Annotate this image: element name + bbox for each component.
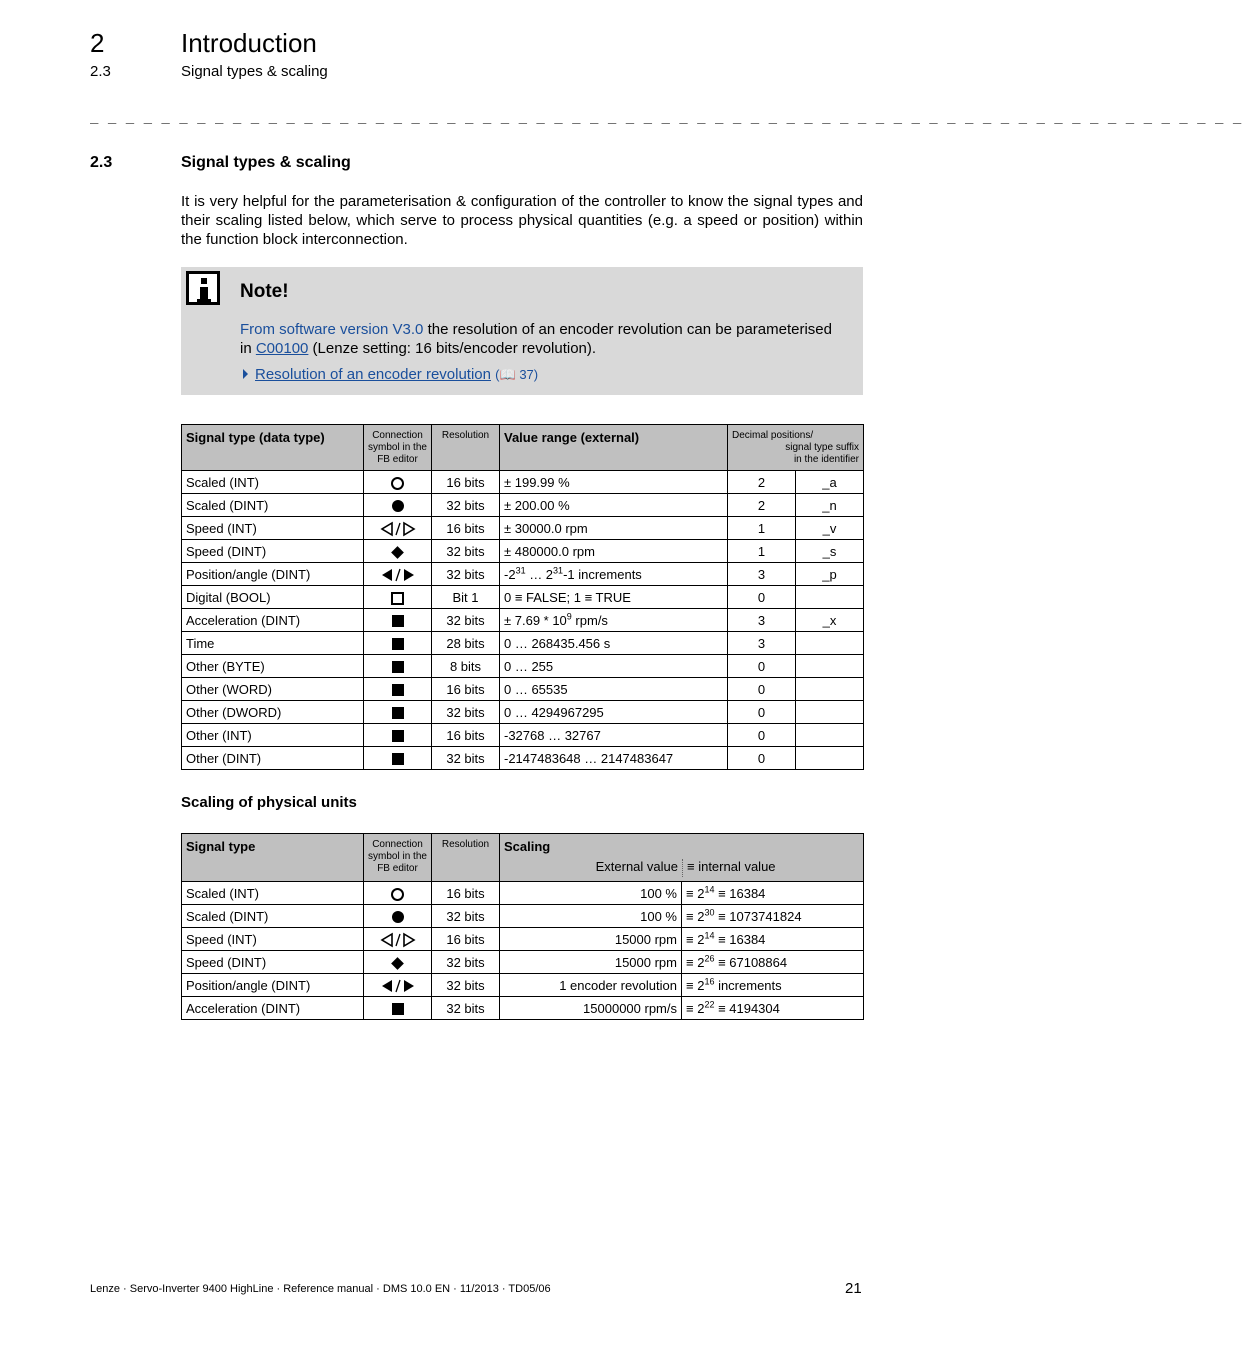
range-part: ± 7.69 * 10 [504, 612, 567, 628]
cell-symbol [364, 997, 432, 1020]
cell-type: Digital (BOOL) [182, 586, 364, 609]
range-part: … 2 [525, 566, 554, 582]
table-row [182, 974, 864, 997]
diamond-filled-icon [391, 546, 404, 559]
cell-range [500, 609, 728, 632]
cell-range: -32768 … 32767 [500, 724, 728, 747]
internal-exponent: 30 [704, 907, 715, 918]
cell-decimals: 2 [728, 471, 796, 494]
cell-internal [682, 905, 864, 928]
cell-type: Other (BYTE) [182, 655, 364, 678]
cell-suffix [796, 701, 864, 724]
cell-symbol [364, 655, 432, 678]
triangle-outline-pair-icon [380, 522, 416, 536]
cell-range [500, 563, 728, 586]
cell-resolution: 28 bits [432, 632, 500, 655]
cell-decimals: 0 [728, 747, 796, 770]
cell-type: Other (INT) [182, 724, 364, 747]
cell-decimals: 0 [728, 724, 796, 747]
cell-type: Other (DINT) [182, 747, 364, 770]
header-resolution: Resolution [432, 425, 500, 471]
cell-internal [682, 997, 864, 1020]
cell-resolution: 32 bits [432, 951, 500, 974]
cell-external: 15000000 rpm/s [500, 997, 682, 1020]
range-exponent: 31 [515, 565, 526, 576]
range-exponent: 31 [553, 565, 564, 576]
cell-decimals: 1 [728, 540, 796, 563]
cell-symbol [364, 724, 432, 747]
cell-range: 0 … 268435.456 s [500, 632, 728, 655]
cell-resolution: 32 bits [432, 701, 500, 724]
cell-decimals: 3 [728, 609, 796, 632]
cell-symbol [364, 563, 432, 586]
cell-type: Speed (DINT) [182, 951, 364, 974]
cell-decimals: 0 [728, 586, 796, 609]
cell-range: -2147483648 … 2147483647 [500, 747, 728, 770]
cell-suffix [796, 586, 864, 609]
cell-symbol [364, 540, 432, 563]
header-decimal-c: in the identifier [793, 454, 859, 465]
chapter-title: Introduction [181, 28, 317, 58]
range-exponent: 9 [566, 611, 572, 622]
section-number: 2.3 [90, 154, 113, 171]
internal-part: ≡ 2 [686, 885, 705, 901]
cell-symbol [364, 701, 432, 724]
book-icon: 📖 [499, 367, 516, 382]
header-value-range: Value range (external) [500, 425, 728, 471]
cell-symbol [364, 678, 432, 701]
cell-external: 1 encoder revolution [500, 974, 682, 997]
cell-type: Position/angle (DINT) [182, 974, 364, 997]
table-row [182, 632, 864, 655]
internal-exponent: 26 [704, 953, 715, 964]
cell-symbol [364, 747, 432, 770]
table-row [182, 540, 864, 563]
scaling-heading: Scaling of physical units [181, 794, 357, 811]
cell-resolution: 16 bits [432, 517, 500, 540]
header-signal-type: Signal type (data type) [182, 425, 364, 471]
page-number: 21 [845, 1280, 862, 1297]
cell-decimals: 3 [728, 563, 796, 586]
header-decimal [728, 425, 864, 471]
page-ref-number: 37 [519, 367, 534, 382]
version-link[interactable]: From software version V3.0 [240, 321, 424, 338]
header-scaling-label: Scaling [504, 839, 551, 854]
square-filled-icon [392, 730, 404, 742]
header-internal: ≡ internal value [682, 859, 863, 877]
square-filled-icon [392, 638, 404, 650]
subsection-title: Signal types & scaling [181, 63, 328, 80]
internal-exponent: 14 [704, 930, 715, 941]
cell-range: 0 … 4294967295 [500, 701, 728, 724]
cell-type: Acceleration (DINT) [182, 997, 364, 1020]
cell-type: Speed (DINT) [182, 540, 364, 563]
info-icon [186, 271, 220, 305]
cell-range: 0 … 65535 [500, 678, 728, 701]
cell-suffix: _x [796, 609, 864, 632]
cell-range: 0 … 255 [500, 655, 728, 678]
triangle-filled-pair-icon [380, 979, 416, 993]
header-external: External value [595, 859, 678, 874]
internal-part: ≡ 2 [686, 908, 705, 924]
internal-exponent: 22 [704, 999, 715, 1010]
cell-internal [682, 951, 864, 974]
cell-type: Scaled (INT) [182, 882, 364, 905]
square-filled-icon [392, 661, 404, 673]
cell-symbol [364, 609, 432, 632]
cell-symbol [364, 632, 432, 655]
page-reference[interactable]: (📖 37) [495, 367, 539, 382]
cell-symbol [364, 471, 432, 494]
cell-range: ± 200.00 % [500, 494, 728, 517]
cell-symbol [364, 951, 432, 974]
table-row [182, 471, 864, 494]
header-resolution: Resolution [432, 834, 500, 882]
cell-resolution: 8 bits [432, 655, 500, 678]
cell-symbol [364, 494, 432, 517]
cell-resolution: 32 bits [432, 905, 500, 928]
square-filled-icon [392, 707, 404, 719]
internal-part: ≡ 16384 [714, 931, 766, 947]
cell-decimals: 0 [728, 678, 796, 701]
table-row [182, 563, 864, 586]
cell-symbol [364, 974, 432, 997]
table-row [182, 586, 864, 609]
circle-filled-icon [392, 911, 404, 923]
note-title: Note! [240, 281, 289, 302]
cell-symbol [364, 517, 432, 540]
cell-suffix: _s [796, 540, 864, 563]
table-row [182, 747, 864, 770]
cell-symbol [364, 586, 432, 609]
note-text-part: the resolution of an encoder revolution can be parameterised in [240, 321, 832, 357]
note-text [240, 320, 840, 358]
circle-outline-icon [391, 888, 404, 901]
signal-types-table [181, 424, 864, 770]
cell-suffix [796, 747, 864, 770]
internal-exponent: 14 [704, 884, 715, 895]
cell-resolution: Bit 1 [432, 586, 500, 609]
table-row [182, 678, 864, 701]
arrow-right-icon [243, 369, 248, 379]
cell-symbol [364, 882, 432, 905]
circle-filled-icon [392, 500, 404, 512]
internal-part: increments [714, 977, 782, 993]
header-separator: _ _ _ _ _ _ _ _ _ _ _ _ _ _ _ _ _ _ _ _ _ _ _ _ _ _ _ _ _ _ _ _ _ _ _ _ _ _ _ _ _ _ _ _ _ _ _ _ _ _ _ _ _ _ _ _ _ _ _ _ _ _ _ _ _ [90, 108, 1242, 124]
cell-suffix: _n [796, 494, 864, 517]
cell-external: 15000 rpm [500, 951, 682, 974]
internal-part: ≡ 2 [686, 931, 705, 947]
cell-type: Other (WORD) [182, 678, 364, 701]
cell-resolution: 16 bits [432, 882, 500, 905]
header-signal-type: Signal type [182, 834, 364, 882]
internal-part: ≡ 67108864 [714, 954, 788, 970]
cell-type: Scaled (DINT) [182, 494, 364, 517]
cell-external: 100 % [500, 905, 682, 928]
cell-resolution: 32 bits [432, 540, 500, 563]
table-row [182, 701, 864, 724]
cell-suffix: _p [796, 563, 864, 586]
cell-symbol [364, 905, 432, 928]
cell-resolution: 32 bits [432, 747, 500, 770]
cell-type: Scaled (INT) [182, 471, 364, 494]
header-decimal-b: signal type suffix [785, 442, 859, 453]
header-decimal-a: Decimal positions/ [732, 430, 814, 441]
cell-internal [682, 882, 864, 905]
cell-resolution: 32 bits [432, 494, 500, 517]
table-row [182, 997, 864, 1020]
table-row [182, 655, 864, 678]
internal-part: ≡ 2 [686, 1000, 705, 1016]
cell-suffix: _a [796, 471, 864, 494]
cell-external: 15000 rpm [500, 928, 682, 951]
intro-paragraph: It is very helpful for the parameterisation & configuration of the controller to know the signal types and their scaling listed below, which serve to process physical quantities (e.g. a speed or position) within the function block interconnection. [181, 193, 863, 248]
triangle-filled-pair-icon [380, 568, 416, 582]
header-connection-symbol: Connection symbol in the FB editor [364, 425, 432, 471]
cell-suffix [796, 632, 864, 655]
cell-symbol [364, 928, 432, 951]
note-box [181, 267, 863, 395]
cell-suffix [796, 724, 864, 747]
cell-type: Other (DWORD) [182, 701, 364, 724]
table-row [182, 494, 864, 517]
cell-resolution: 16 bits [432, 928, 500, 951]
internal-part: ≡ 4194304 [714, 1000, 780, 1016]
cell-type: Position/angle (DINT) [182, 563, 364, 586]
cell-type: Speed (INT) [182, 928, 364, 951]
cell-range: 0 ≡ FALSE; 1 ≡ TRUE [500, 586, 728, 609]
note-text-part: (Lenze setting: 16 bits/encoder revolution). [308, 340, 597, 357]
cell-decimals: 2 [728, 494, 796, 517]
square-filled-icon [392, 684, 404, 696]
cell-resolution: 16 bits [432, 678, 500, 701]
header-connection-symbol: Connection symbol in the FB editor [364, 834, 432, 882]
section-title: Signal types & scaling [181, 154, 351, 171]
internal-part: ≡ 2 [686, 954, 705, 970]
cell-resolution: 16 bits [432, 724, 500, 747]
cell-resolution: 32 bits [432, 997, 500, 1020]
cell-decimals: 1 [728, 517, 796, 540]
table-row [182, 928, 864, 951]
square-filled-icon [392, 1003, 404, 1015]
table-row [182, 882, 864, 905]
table-row [182, 724, 864, 747]
cell-resolution: 32 bits [432, 974, 500, 997]
range-part: -2 [504, 566, 516, 582]
cell-resolution: 32 bits [432, 609, 500, 632]
resolution-link[interactable]: Resolution of an encoder revolution [255, 366, 491, 383]
internal-part: ≡ 2 [686, 977, 705, 993]
cell-range: ± 199.99 % [500, 471, 728, 494]
cell-external: 100 % [500, 882, 682, 905]
internal-exponent: 16 [704, 976, 715, 987]
range-part: rpm/s [571, 612, 608, 628]
cell-suffix [796, 655, 864, 678]
cell-suffix [796, 678, 864, 701]
square-filled-icon [392, 615, 404, 627]
cell-range: ± 30000.0 rpm [500, 517, 728, 540]
internal-part: ≡ 1073741824 [714, 908, 802, 924]
cell-decimals: 3 [728, 632, 796, 655]
cell-type: Time [182, 632, 364, 655]
cell-internal [682, 974, 864, 997]
cell-decimals: 0 [728, 701, 796, 724]
cell-resolution: 32 bits [432, 563, 500, 586]
cell-type: Speed (INT) [182, 517, 364, 540]
square-filled-icon [392, 753, 404, 765]
cell-resolution: 16 bits [432, 471, 500, 494]
circle-outline-icon [391, 477, 404, 490]
cell-range: ± 480000.0 rpm [500, 540, 728, 563]
table-row [182, 951, 864, 974]
header-scaling [500, 834, 864, 882]
table-row [182, 905, 864, 928]
scaling-table [181, 833, 864, 1020]
range-part: -1 increments [563, 566, 642, 582]
table-row [182, 517, 864, 540]
diamond-filled-icon [391, 957, 404, 970]
footer-text: Lenze · Servo-Inverter 9400 HighLine · Reference manual · DMS 10.0 EN · 11/2013 · TD05/06 [90, 1283, 551, 1295]
code-link[interactable]: C00100 [255, 340, 309, 357]
cell-type: Scaled (DINT) [182, 905, 364, 928]
resolution-link-row[interactable] [243, 366, 538, 383]
subsection-number: 2.3 [90, 63, 111, 80]
cell-decimals: 0 [728, 655, 796, 678]
square-outline-icon [391, 592, 404, 605]
internal-part: ≡ 16384 [714, 885, 766, 901]
cell-suffix: _v [796, 517, 864, 540]
table-row [182, 609, 864, 632]
triangle-outline-pair-icon [380, 933, 416, 947]
cell-internal [682, 928, 864, 951]
chapter-number: 2 [90, 28, 105, 58]
cell-type: Acceleration (DINT) [182, 609, 364, 632]
